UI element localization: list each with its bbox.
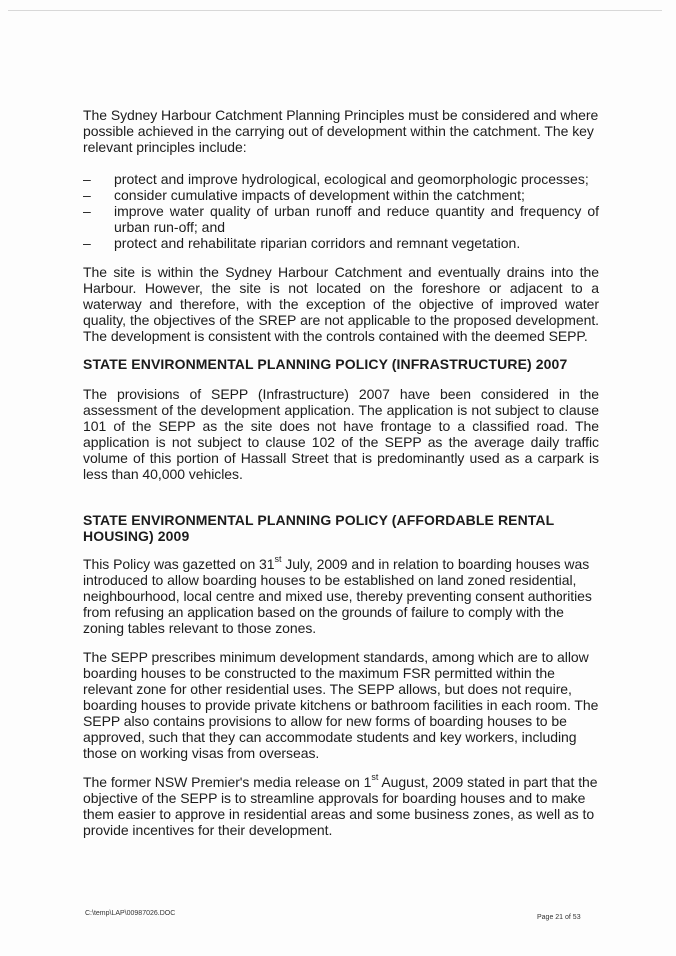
list-item: – protect and rehabilitate riparian corridors and remnant vegetation. xyxy=(83,235,521,251)
list-item: – improve water quality of urban runoff and reduce quantity and frequency of urban run-off; and xyxy=(83,203,599,235)
site-paragraph: The site is within the Sydney Harbour Catchment and eventually drains into the Harbour. However, the site is not located on the foreshore or adjacent to a waterway and therefore, with the exception of the objective of improved water quality, the objectives of the SREP are not applicable to the proposed development. The development is consistent with the controls contained with the deemed SEPP. xyxy=(83,264,599,344)
page-content xyxy=(83,107,599,838)
principles-list xyxy=(83,171,599,251)
top-rule xyxy=(8,10,662,11)
bullet-marker: – xyxy=(83,235,91,251)
footer-page-number: Page 21 of 53 xyxy=(537,914,581,921)
list-item: – consider cumulative impacts of development within the catchment; xyxy=(83,187,525,203)
bullet-marker: – xyxy=(83,171,91,187)
bullet-marker: – xyxy=(83,187,91,203)
affordable-paragraph-3: The former NSW Premier's media release on 1st August, 2009 stated in part that the objective of the SEPP is to streamline approvals for boarding houses and to make them easier to approve in residential areas and some business zones, as well as to provide incentives for their development. xyxy=(83,772,598,838)
intro-paragraph: The Sydney Harbour Catchment Planning Principles must be considered and where possible achieved in the carrying out of development within the catchment. The key relevant principles include: xyxy=(83,107,599,155)
affordable-paragraph-1: This Policy was gazetted on 31st July, 2009 and in relation to boarding houses was introduced to allow boarding houses to be established on land zoned residential, neighbourhood, local centre and mixed use, thereby preventing consent authorities from refusing an application based on the grounds of failure to comply with the zoning tables relevant to those zones. xyxy=(83,554,592,636)
footer-file-path: C:\temp\LAP\00987026.DOC xyxy=(85,910,176,917)
affordable-paragraph-2: The SEPP prescribes minimum development standards, among which are to allow boarding houses to be constructed to the maximum FSR permitted within the relevant zone for other residential uses. The SEPP allows, but does not require, boarding houses to provide private kitchens or bathroom facilities in each room. The SEPP also contains provisions to allow for new forms of boarding houses to be approved, such that they can accommodate students and key workers, including those on working visas from overseas. xyxy=(83,649,599,761)
infrastructure-heading: STATE ENVIRONMENTAL PLANNING POLICY (INFRASTRUCTURE) 2007 xyxy=(83,356,568,372)
infrastructure-paragraph: The provisions of SEPP (Infrastructure) 2007 have been considered in the assessment of the development application. The application is not subject to clause 101 of the SEPP as the site does not have frontage to a classified road. The application is not subject to clause 102 of the SEPP as the average daily traffic volume of this portion of Hassall Street that is predominantly used as a carpark is less than 40,000 vehicles. xyxy=(83,386,599,482)
bullet-marker: – xyxy=(83,203,91,219)
affordable-housing-heading: STATE ENVIRONMENTAL PLANNING POLICY (AFFORDABLE RENTAL HOUSING) 2009 xyxy=(83,512,555,544)
list-item: – protect and improve hydrological, ecological and geomorphologic processes; xyxy=(83,171,589,187)
